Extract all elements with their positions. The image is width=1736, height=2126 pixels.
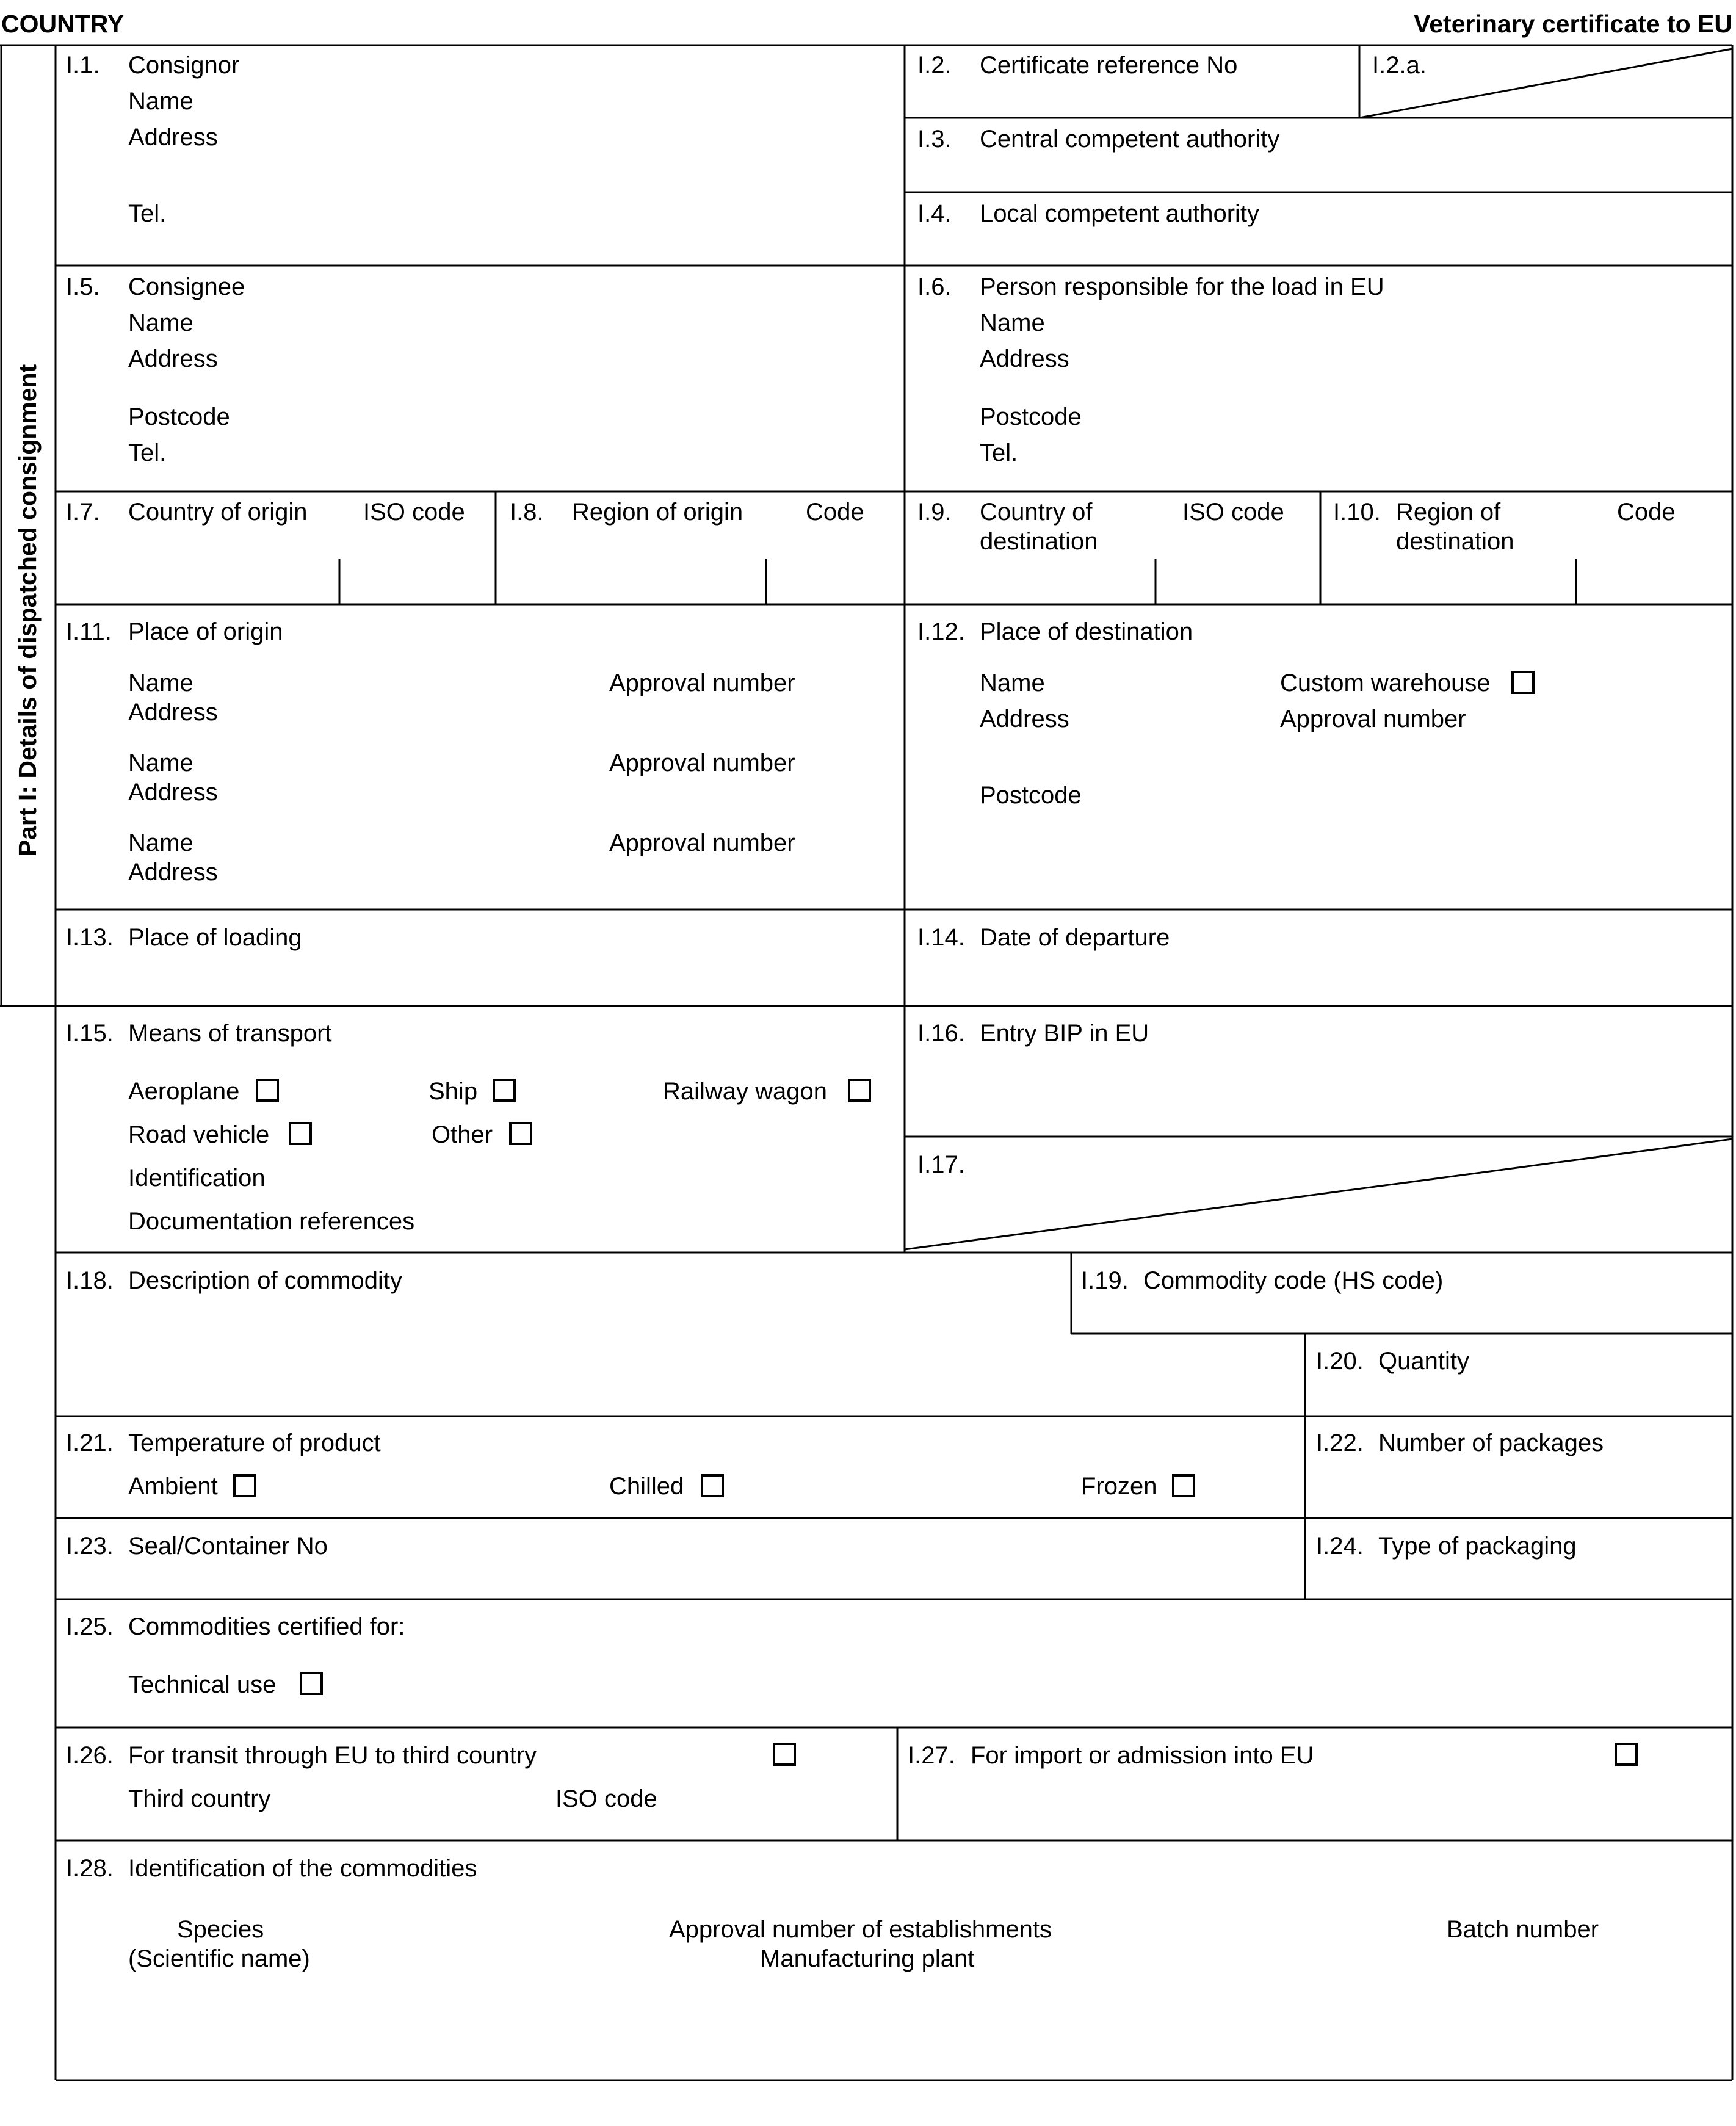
box-i18-number: I.18. <box>66 1267 114 1294</box>
box-i15-railway: Railway wagon <box>663 1078 828 1105</box>
box-i26-third-country: Third country <box>128 1785 271 1812</box>
header-country: COUNTRY <box>1 10 125 38</box>
box-i5-name: Name <box>128 309 193 336</box>
box-i28-batch-number: Batch number <box>1447 1916 1599 1943</box>
box-i5-address: Address <box>128 345 218 372</box>
box-i15-number: I.15. <box>66 1020 114 1047</box>
railway-wagon-checkbox[interactable] <box>848 1079 871 1102</box>
box-i27-label: For import or admission into EU <box>971 1742 1314 1769</box>
box-i21-label: Temperature of product <box>128 1430 381 1456</box>
box-i24-number: I.24. <box>1316 1533 1364 1560</box>
box-i1-name: Name <box>128 88 193 115</box>
box-i6-label: Person responsible for the load in EU <box>980 273 1384 300</box>
box-i12-approval: Approval number <box>1280 706 1466 732</box>
box-i28-manufacturing-plant: Manufacturing plant <box>760 1945 975 1972</box>
box-i19-number: I.19. <box>1081 1267 1129 1294</box>
box-i15-other: Other <box>432 1121 493 1148</box>
box-i9-iso-code: ISO code <box>1182 499 1284 526</box>
box-i3-label: Central competent authority <box>980 126 1280 153</box>
box-i12-label: Place of destination <box>980 618 1193 645</box>
box-i2-number: I.2. <box>917 52 952 79</box>
box-i1-label: Consignor <box>128 52 240 79</box>
box-i14-number: I.14. <box>917 924 965 951</box>
box-i15-road: Road vehicle <box>128 1121 270 1148</box>
box-i23-number: I.23. <box>66 1533 114 1560</box>
box-i8-number: I.8. <box>510 499 544 526</box>
box-i1-address: Address <box>128 124 218 151</box>
box-i21-number: I.21. <box>66 1430 114 1456</box>
box-i9-label-line1: Country of <box>980 499 1093 526</box>
aeroplane-checkbox[interactable] <box>256 1079 279 1102</box>
box-i4-number: I.4. <box>917 200 952 227</box>
box-i6-name: Name <box>980 309 1045 336</box>
box-i16-number: I.16. <box>917 1020 965 1047</box>
box-i15-aeroplane: Aeroplane <box>128 1078 240 1105</box>
box-i12-postcode: Postcode <box>980 782 1082 809</box>
box-i11-entry3-address: Address <box>128 859 218 886</box>
road-vehicle-checkbox[interactable] <box>289 1122 312 1145</box>
box-i10-label-line1: Region of <box>1396 499 1501 526</box>
box-i2a-number: I.2.a. <box>1372 52 1427 79</box>
box-i15-documentation: Documentation references <box>128 1208 415 1235</box>
box-i5-label: Consignee <box>128 273 245 300</box>
box-i11-entry2-approval: Approval number <box>609 750 795 776</box>
box-i11-number: I.11. <box>66 618 112 645</box>
transit-eu-checkbox[interactable] <box>773 1743 796 1766</box>
box-i21-ambient: Ambient <box>128 1473 218 1500</box>
custom-warehouse-checkbox[interactable] <box>1511 671 1535 694</box>
box-i20-number: I.20. <box>1316 1348 1364 1375</box>
box-i5-number: I.5. <box>66 273 100 300</box>
other-transport-checkbox[interactable] <box>509 1122 532 1145</box>
box-i6-number: I.6. <box>917 273 952 300</box>
box-i28-scientific-name: (Scientific name) <box>128 1945 310 1972</box>
box-i10-number: I.10. <box>1333 499 1381 526</box>
box-i11-label: Place of origin <box>128 618 283 645</box>
box-i7-number: I.7. <box>66 499 100 526</box>
box-i16-label: Entry BIP in EU <box>980 1020 1149 1047</box>
box-i5-postcode: Postcode <box>128 403 230 430</box>
box-i22-label: Number of packages <box>1378 1430 1604 1456</box>
frozen-checkbox[interactable] <box>1172 1474 1195 1497</box>
box-i8-label: Region of origin <box>572 499 743 526</box>
box-i26-iso-code: ISO code <box>555 1785 657 1812</box>
box-i23-label: Seal/Container No <box>128 1533 328 1560</box>
import-eu-checkbox[interactable] <box>1615 1743 1638 1766</box>
box-i27-number: I.27. <box>908 1742 955 1769</box>
box-i1-tel: Tel. <box>128 200 167 227</box>
box-i6-postcode: Postcode <box>980 403 1082 430</box>
box-i25-label: Commodities certified for: <box>128 1613 405 1640</box>
box-i21-chilled: Chilled <box>609 1473 684 1500</box>
box-i28-species: Species <box>177 1916 264 1943</box>
box-i13-label: Place of loading <box>128 924 302 951</box>
box-i15-ship: Ship <box>429 1078 478 1105</box>
box-i9-label-line2: destination <box>980 528 1098 555</box>
box-i12-custom-warehouse: Custom warehouse <box>1280 670 1491 696</box>
box-i6-address: Address <box>980 345 1069 372</box>
box-i11-entry1-name: Name <box>128 670 193 696</box>
box-i5-tel: Tel. <box>128 439 167 466</box>
box-i12-name: Name <box>980 670 1045 696</box>
part-one-side-label: Part I: Details of dispatched consignment <box>13 364 42 857</box>
box-i17-number: I.17. <box>917 1151 965 1178</box>
box-i12-address: Address <box>980 706 1069 732</box>
box-i14-label: Date of departure <box>980 924 1170 951</box>
box-i28-label: Identification of the commodities <box>128 1855 477 1882</box>
box-i19-label: Commodity code (HS code) <box>1143 1267 1444 1294</box>
box-i4-label: Local competent authority <box>980 200 1260 227</box>
box-i7-iso-code: ISO code <box>363 499 465 526</box>
box-i11-entry1-approval: Approval number <box>609 670 795 696</box>
box-i26-label: For transit through EU to third country <box>128 1742 537 1769</box>
box-i11-entry1-address: Address <box>128 699 218 726</box>
box-i12-number: I.12. <box>917 618 965 645</box>
box-i11-entry3-approval: Approval number <box>609 830 795 856</box>
box-i15-identification: Identification <box>128 1165 266 1191</box>
box-i13-number: I.13. <box>66 924 114 951</box>
box-i11-entry2-name: Name <box>128 750 193 776</box>
box-i18-label: Description of commodity <box>128 1267 403 1294</box>
ambient-checkbox[interactable] <box>233 1474 256 1497</box>
box-i11-entry2-address: Address <box>128 779 218 806</box>
box-i9-number: I.9. <box>917 499 952 526</box>
chilled-checkbox[interactable] <box>701 1474 724 1497</box>
box-i28-number: I.28. <box>66 1855 114 1882</box>
box-i7-label: Country of origin <box>128 499 308 526</box>
box-i6-tel: Tel. <box>980 439 1018 466</box>
box-i2-label: Certificate reference No <box>980 52 1238 79</box>
box-i10-code: Code <box>1617 499 1676 526</box>
header-certificate-title: Veterinary certificate to EU <box>1414 10 1732 38</box>
box-i3-number: I.3. <box>917 126 952 153</box>
box-i25-technical-use: Technical use <box>128 1671 277 1698</box>
ship-checkbox[interactable] <box>493 1079 516 1102</box>
box-i8-code: Code <box>806 499 864 526</box>
box-i20-label: Quantity <box>1378 1348 1469 1375</box>
box-i28-approval-number: Approval number of establishments <box>669 1916 1052 1943</box>
box-i22-number: I.22. <box>1316 1430 1364 1456</box>
box-i24-label: Type of packaging <box>1378 1533 1577 1560</box>
box-i1-number: I.1. <box>66 52 100 79</box>
box-i21-frozen: Frozen <box>1081 1473 1157 1500</box>
box-i15-label: Means of transport <box>128 1020 332 1047</box>
box-i25-number: I.25. <box>66 1613 114 1640</box>
box-i26-number: I.26. <box>66 1742 114 1769</box>
box-i11-entry3-name: Name <box>128 830 193 856</box>
box-i10-label-line2: destination <box>1396 528 1514 555</box>
technical-use-checkbox[interactable] <box>300 1672 323 1695</box>
